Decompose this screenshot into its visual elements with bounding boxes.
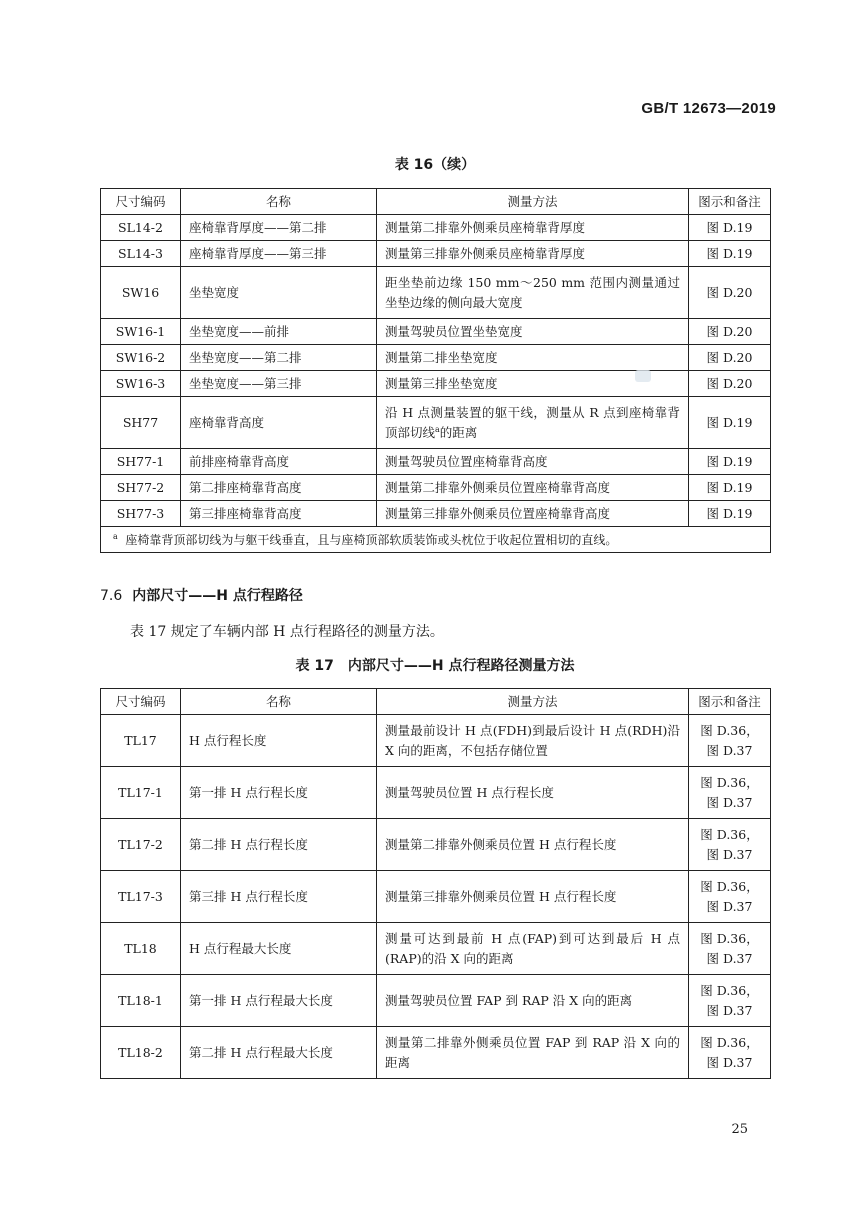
table17-caption: 表 17 内部尺寸——H 点行程路径测量方法 <box>295 658 575 674</box>
cell-name: H 点行程最大长度 <box>181 923 377 975</box>
table-row <box>101 767 771 819</box>
cell-method: 测量第二排靠外侧乘员位置 H 点行程长度 <box>377 819 689 871</box>
cell-method: 测量第二排坐垫宽度 <box>377 345 689 371</box>
note-line: 图 D.37 <box>706 742 753 758</box>
cell-note: 图 D.19 <box>689 397 771 449</box>
table-row <box>101 397 771 449</box>
cell-name: 第二排 H 点行程最大长度 <box>181 1027 377 1079</box>
method-text-continued: 的距离 <box>439 424 478 440</box>
note-line: 图 D.36， <box>700 878 759 894</box>
footnote-text: 座椅靠背顶部切线为与躯干线垂直，且与座椅顶部软质装饰或头枕位于收起位置相切的直线。 <box>125 532 618 547</box>
cell-code: SW16-3 <box>101 371 181 397</box>
column-header-method: 测量方法 <box>377 689 689 715</box>
cell-name: 第一排 H 点行程长度 <box>181 767 377 819</box>
cell-code: SH77-3 <box>101 501 181 527</box>
cell-note: 图 D.19 <box>689 215 771 241</box>
cell-note <box>689 819 771 871</box>
cell-code: TL17-2 <box>101 819 181 871</box>
cell-method: 测量第三排靠外侧乘员座椅靠背厚度 <box>377 241 689 267</box>
table-row <box>101 449 771 475</box>
note-line: 图 D.37 <box>706 950 753 966</box>
cell-method: 测量第二排靠外侧乘员位置 FAP 到 RAP 沿 X 向的距离 <box>377 1027 689 1079</box>
cell-code: TL18-1 <box>101 975 181 1027</box>
cell-note: 图 D.20 <box>689 267 771 319</box>
table16 <box>100 188 771 553</box>
cell-code: TL17-3 <box>101 871 181 923</box>
cell-note: 图 D.19 <box>689 241 771 267</box>
cell-code: SH77-2 <box>101 475 181 501</box>
note-line: 图 D.36， <box>700 774 759 790</box>
cell-name: 第三排 H 点行程长度 <box>181 871 377 923</box>
cell-method: 测量第三排坐垫宽度 <box>377 371 689 397</box>
cell-method: 测量第三排靠外侧乘员位置 H 点行程长度 <box>377 871 689 923</box>
note-line: 图 D.36， <box>700 930 759 946</box>
note-line: 图 D.36， <box>700 982 759 998</box>
section-number: 7.6 <box>100 588 123 604</box>
table-row <box>101 371 771 397</box>
cell-code: SW16-2 <box>101 345 181 371</box>
note-line: 图 D.36， <box>700 1034 759 1050</box>
page-number: 25 <box>731 1122 748 1137</box>
cell-code: SH77 <box>101 397 181 449</box>
cell-name: 坐垫宽度 <box>181 267 377 319</box>
table-row <box>101 267 771 319</box>
cell-note <box>689 715 771 767</box>
table17 <box>100 688 771 1079</box>
cell-note <box>689 1027 771 1079</box>
note-line: 图 D.36， <box>700 722 759 738</box>
cell-note: 图 D.20 <box>689 345 771 371</box>
note-line: 图 D.37 <box>706 1002 753 1018</box>
cell-name: 第三排座椅靠背高度 <box>181 501 377 527</box>
cell-note: 图 D.19 <box>689 501 771 527</box>
method-text: 沿 H 点测量装置的躯干线，测量从 R 点到座椅靠背顶部切线 <box>385 404 680 440</box>
table-row <box>101 501 771 527</box>
cell-method: 测量驾驶员位置坐垫宽度 <box>377 319 689 345</box>
table-row <box>101 871 771 923</box>
cell-note <box>689 767 771 819</box>
footnote-row <box>101 527 771 553</box>
section-title: 内部尺寸——H 点行程路径 <box>132 588 303 604</box>
column-header-note: 图示和备注 <box>689 689 771 715</box>
table-row <box>101 475 771 501</box>
cell-code: SW16-1 <box>101 319 181 345</box>
cell-note: 图 D.20 <box>689 371 771 397</box>
note-line: 图 D.37 <box>706 1054 753 1070</box>
column-header-note: 图示和备注 <box>689 189 771 215</box>
cell-code: SL14-2 <box>101 215 181 241</box>
column-header-name: 名称 <box>181 189 377 215</box>
table-row <box>101 819 771 871</box>
cell-method: 测量第二排靠外侧乘员座椅靠背厚度 <box>377 215 689 241</box>
cell-method: 测量驾驶员位置座椅靠背高度 <box>377 449 689 475</box>
cell-code: SW16 <box>101 267 181 319</box>
table-row <box>101 1027 771 1079</box>
footnote-ref: a <box>435 424 440 434</box>
cell-name: 坐垫宽度——前排 <box>181 319 377 345</box>
cell-code: TL18 <box>101 923 181 975</box>
cell-name: 座椅靠背厚度——第三排 <box>181 241 377 267</box>
cell-note <box>689 871 771 923</box>
cell-method <box>377 397 689 449</box>
cell-note: 图 D.20 <box>689 319 771 345</box>
footnote-mark: a <box>113 531 118 541</box>
cell-code: SL14-3 <box>101 241 181 267</box>
watermark-icon <box>635 370 651 382</box>
cell-name: 前排座椅靠背高度 <box>181 449 377 475</box>
table16-caption: 表 16（续） <box>394 157 476 173</box>
cell-method: 测量驾驶员位置 FAP 到 RAP 沿 X 向的距离 <box>377 975 689 1027</box>
table-row <box>101 923 771 975</box>
note-line: 图 D.36， <box>700 826 759 842</box>
cell-note <box>689 923 771 975</box>
section-intro: 表 17 规定了车辆内部 H 点行程路径的测量方法。 <box>130 624 444 640</box>
table-footnote <box>101 527 771 553</box>
note-line: 图 D.37 <box>706 846 753 862</box>
cell-method: 测量可达到最前 H 点(FAP)到可达到最后 H 点(RAP)的沿 X 向的距离 <box>377 923 689 975</box>
column-header-name: 名称 <box>181 689 377 715</box>
table-row <box>101 345 771 371</box>
cell-name: H 点行程长度 <box>181 715 377 767</box>
table-row <box>101 241 771 267</box>
cell-method: 测量第三排靠外侧乘员位置座椅靠背高度 <box>377 501 689 527</box>
cell-note: 图 D.19 <box>689 475 771 501</box>
cell-name: 第二排座椅靠背高度 <box>181 475 377 501</box>
note-line: 图 D.37 <box>706 898 753 914</box>
cell-code: SH77-1 <box>101 449 181 475</box>
cell-name: 坐垫宽度——第三排 <box>181 371 377 397</box>
cell-method: 测量驾驶员位置 H 点行程长度 <box>377 767 689 819</box>
section-heading <box>100 585 303 605</box>
cell-name: 第二排 H 点行程长度 <box>181 819 377 871</box>
cell-code: TL17-1 <box>101 767 181 819</box>
standard-code: GB/T 12673—2019 <box>641 100 776 117</box>
cell-method: 距坐垫前边缘 150 mm～250 mm 范围内测量通过坐垫边缘的侧向最大宽度 <box>377 267 689 319</box>
note-line: 图 D.37 <box>706 794 753 810</box>
column-header-method: 测量方法 <box>377 189 689 215</box>
cell-code: TL18-2 <box>101 1027 181 1079</box>
table-row <box>101 319 771 345</box>
cell-name: 第一排 H 点行程最大长度 <box>181 975 377 1027</box>
cell-method: 测量第二排靠外侧乘员位置座椅靠背高度 <box>377 475 689 501</box>
cell-name: 坐垫宽度——第二排 <box>181 345 377 371</box>
table-row <box>101 215 771 241</box>
table-row <box>101 715 771 767</box>
cell-note <box>689 975 771 1027</box>
cell-method: 测量最前设计 H 点(FDH)到最后设计 H 点(RDH)沿 X 向的距离，不包括存储位置 <box>377 715 689 767</box>
column-header-code: 尺寸编码 <box>101 189 181 215</box>
table-row <box>101 975 771 1027</box>
cell-name: 座椅靠背高度 <box>181 397 377 449</box>
cell-name: 座椅靠背厚度——第二排 <box>181 215 377 241</box>
cell-code: TL17 <box>101 715 181 767</box>
cell-note: 图 D.19 <box>689 449 771 475</box>
column-header-code: 尺寸编码 <box>101 689 181 715</box>
